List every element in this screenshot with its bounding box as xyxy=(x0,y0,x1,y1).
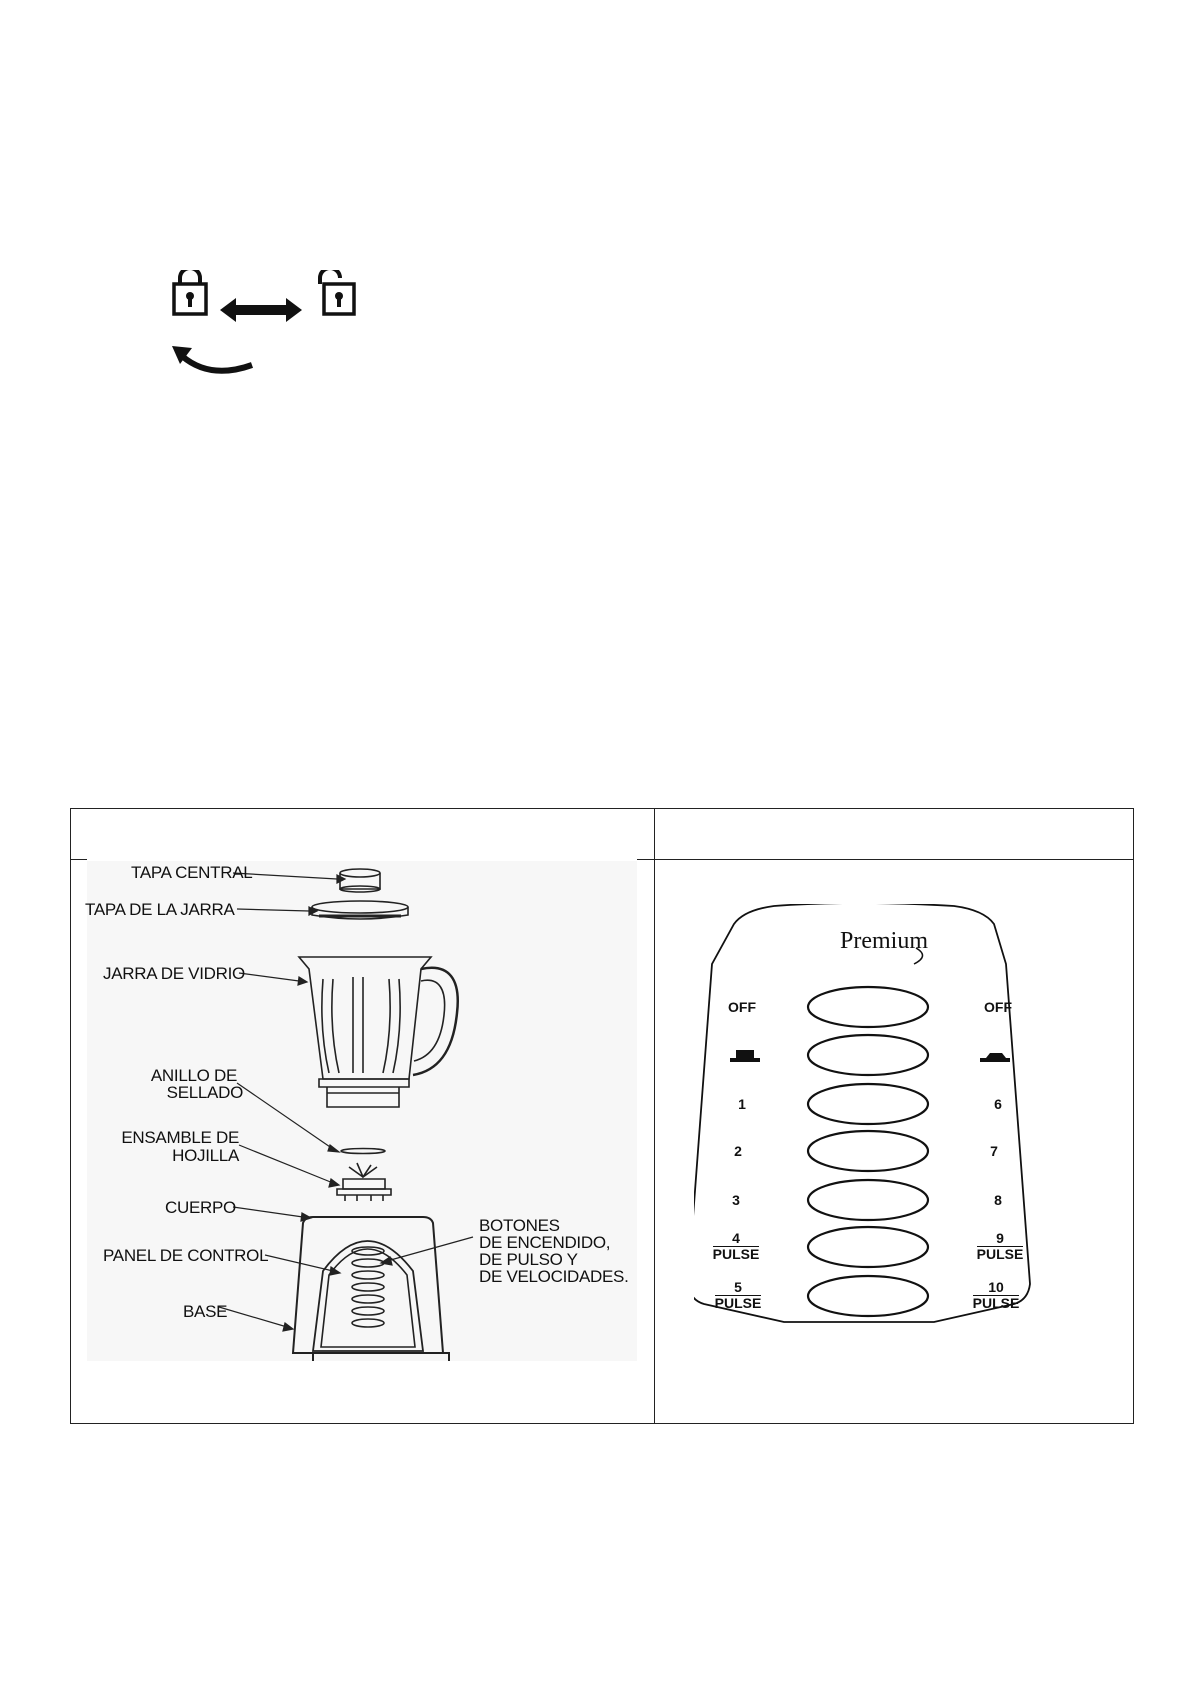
label-right-off: OFF xyxy=(984,999,1012,1015)
label-right-6: 6 xyxy=(994,1096,1002,1112)
blender-exploded-view xyxy=(87,861,637,1361)
label-right-9-pulse xyxy=(972,1231,1028,1262)
label-right-10-pulse xyxy=(968,1280,1024,1311)
sealing-ring-shape xyxy=(341,1149,385,1154)
label-buttons-2: DE ENCENDIDO, xyxy=(479,1233,611,1252)
label-blade-assembly-1: ENSAMBLE DE xyxy=(121,1128,239,1147)
label-left-3: 3 xyxy=(732,1192,740,1208)
pulse-label: PULSE xyxy=(712,1246,760,1262)
column-divider xyxy=(654,809,655,1423)
pulse-label: PULSE xyxy=(976,1246,1024,1262)
brand-logo: Premium xyxy=(840,928,928,954)
header-rule xyxy=(71,859,87,860)
label-blade-assembly-2: HOJILLA xyxy=(172,1146,239,1165)
pulse-label: PULSE xyxy=(714,1295,762,1311)
button-off xyxy=(808,987,928,1027)
glass-jar-shape xyxy=(299,957,458,1107)
label-right-7: 7 xyxy=(990,1143,998,1159)
label-sealing-ring-2: SELLADO xyxy=(166,1083,243,1102)
lock-open-icon xyxy=(320,270,354,314)
label-left-5: 5 xyxy=(715,1280,761,1296)
label-glass-jar: JARRA DE VIDRIO xyxy=(103,964,245,983)
blade-assembly-shape xyxy=(337,1163,391,1201)
lock-closed-icon xyxy=(174,270,206,314)
lock-instruction xyxy=(160,270,360,390)
lock-diagram xyxy=(160,270,360,390)
label-right-10: 10 xyxy=(973,1280,1019,1296)
jar-lid-shape xyxy=(312,901,408,919)
blender-body-shape xyxy=(293,1217,449,1361)
header-rule xyxy=(637,859,654,860)
label-right-9: 9 xyxy=(977,1231,1023,1247)
label-control-panel: PANEL DE CONTROL xyxy=(103,1246,269,1265)
control-panel-diagram xyxy=(694,904,1040,1328)
label-buttons-3: DE PULSO Y xyxy=(479,1250,578,1269)
control-panel-outline xyxy=(694,904,1040,1328)
button-4-9 xyxy=(808,1227,928,1267)
center-cap-shape xyxy=(340,869,380,892)
button-stop xyxy=(808,1035,928,1075)
label-center-cap: TAPA CENTRAL xyxy=(131,863,253,882)
label-base: BASE xyxy=(183,1302,228,1321)
label-buttons-4: DE VELOCIDADES. xyxy=(479,1267,629,1286)
label-jar-lid: TAPA DE LA JARRA xyxy=(85,900,235,919)
label-left-1: 1 xyxy=(738,1096,746,1112)
label-sealing-ring-1: ANILLO DE xyxy=(150,1066,237,1085)
label-buttons-1: BOTONES xyxy=(479,1216,560,1235)
rotate-arrow-icon xyxy=(172,346,252,371)
pulse-label: PULSE xyxy=(972,1295,1020,1311)
button-3-8 xyxy=(808,1180,928,1220)
label-body: CUERPO xyxy=(165,1198,236,1217)
stop-symbol-icon xyxy=(730,1050,1010,1062)
label-left-off: OFF xyxy=(728,999,756,1015)
label-left-2: 2 xyxy=(734,1143,742,1159)
button-1-6 xyxy=(808,1084,928,1124)
blender-drawing xyxy=(87,861,637,1361)
button-2-7 xyxy=(808,1131,928,1171)
speed-buttons xyxy=(808,987,928,1316)
label-left-4-pulse xyxy=(708,1231,764,1262)
double-arrow-icon xyxy=(220,298,302,322)
label-left-4: 4 xyxy=(713,1231,759,1247)
label-left-5-pulse xyxy=(710,1280,766,1311)
label-right-8: 8 xyxy=(994,1192,1002,1208)
button-5-10 xyxy=(808,1276,928,1316)
header-rule xyxy=(654,859,1133,860)
